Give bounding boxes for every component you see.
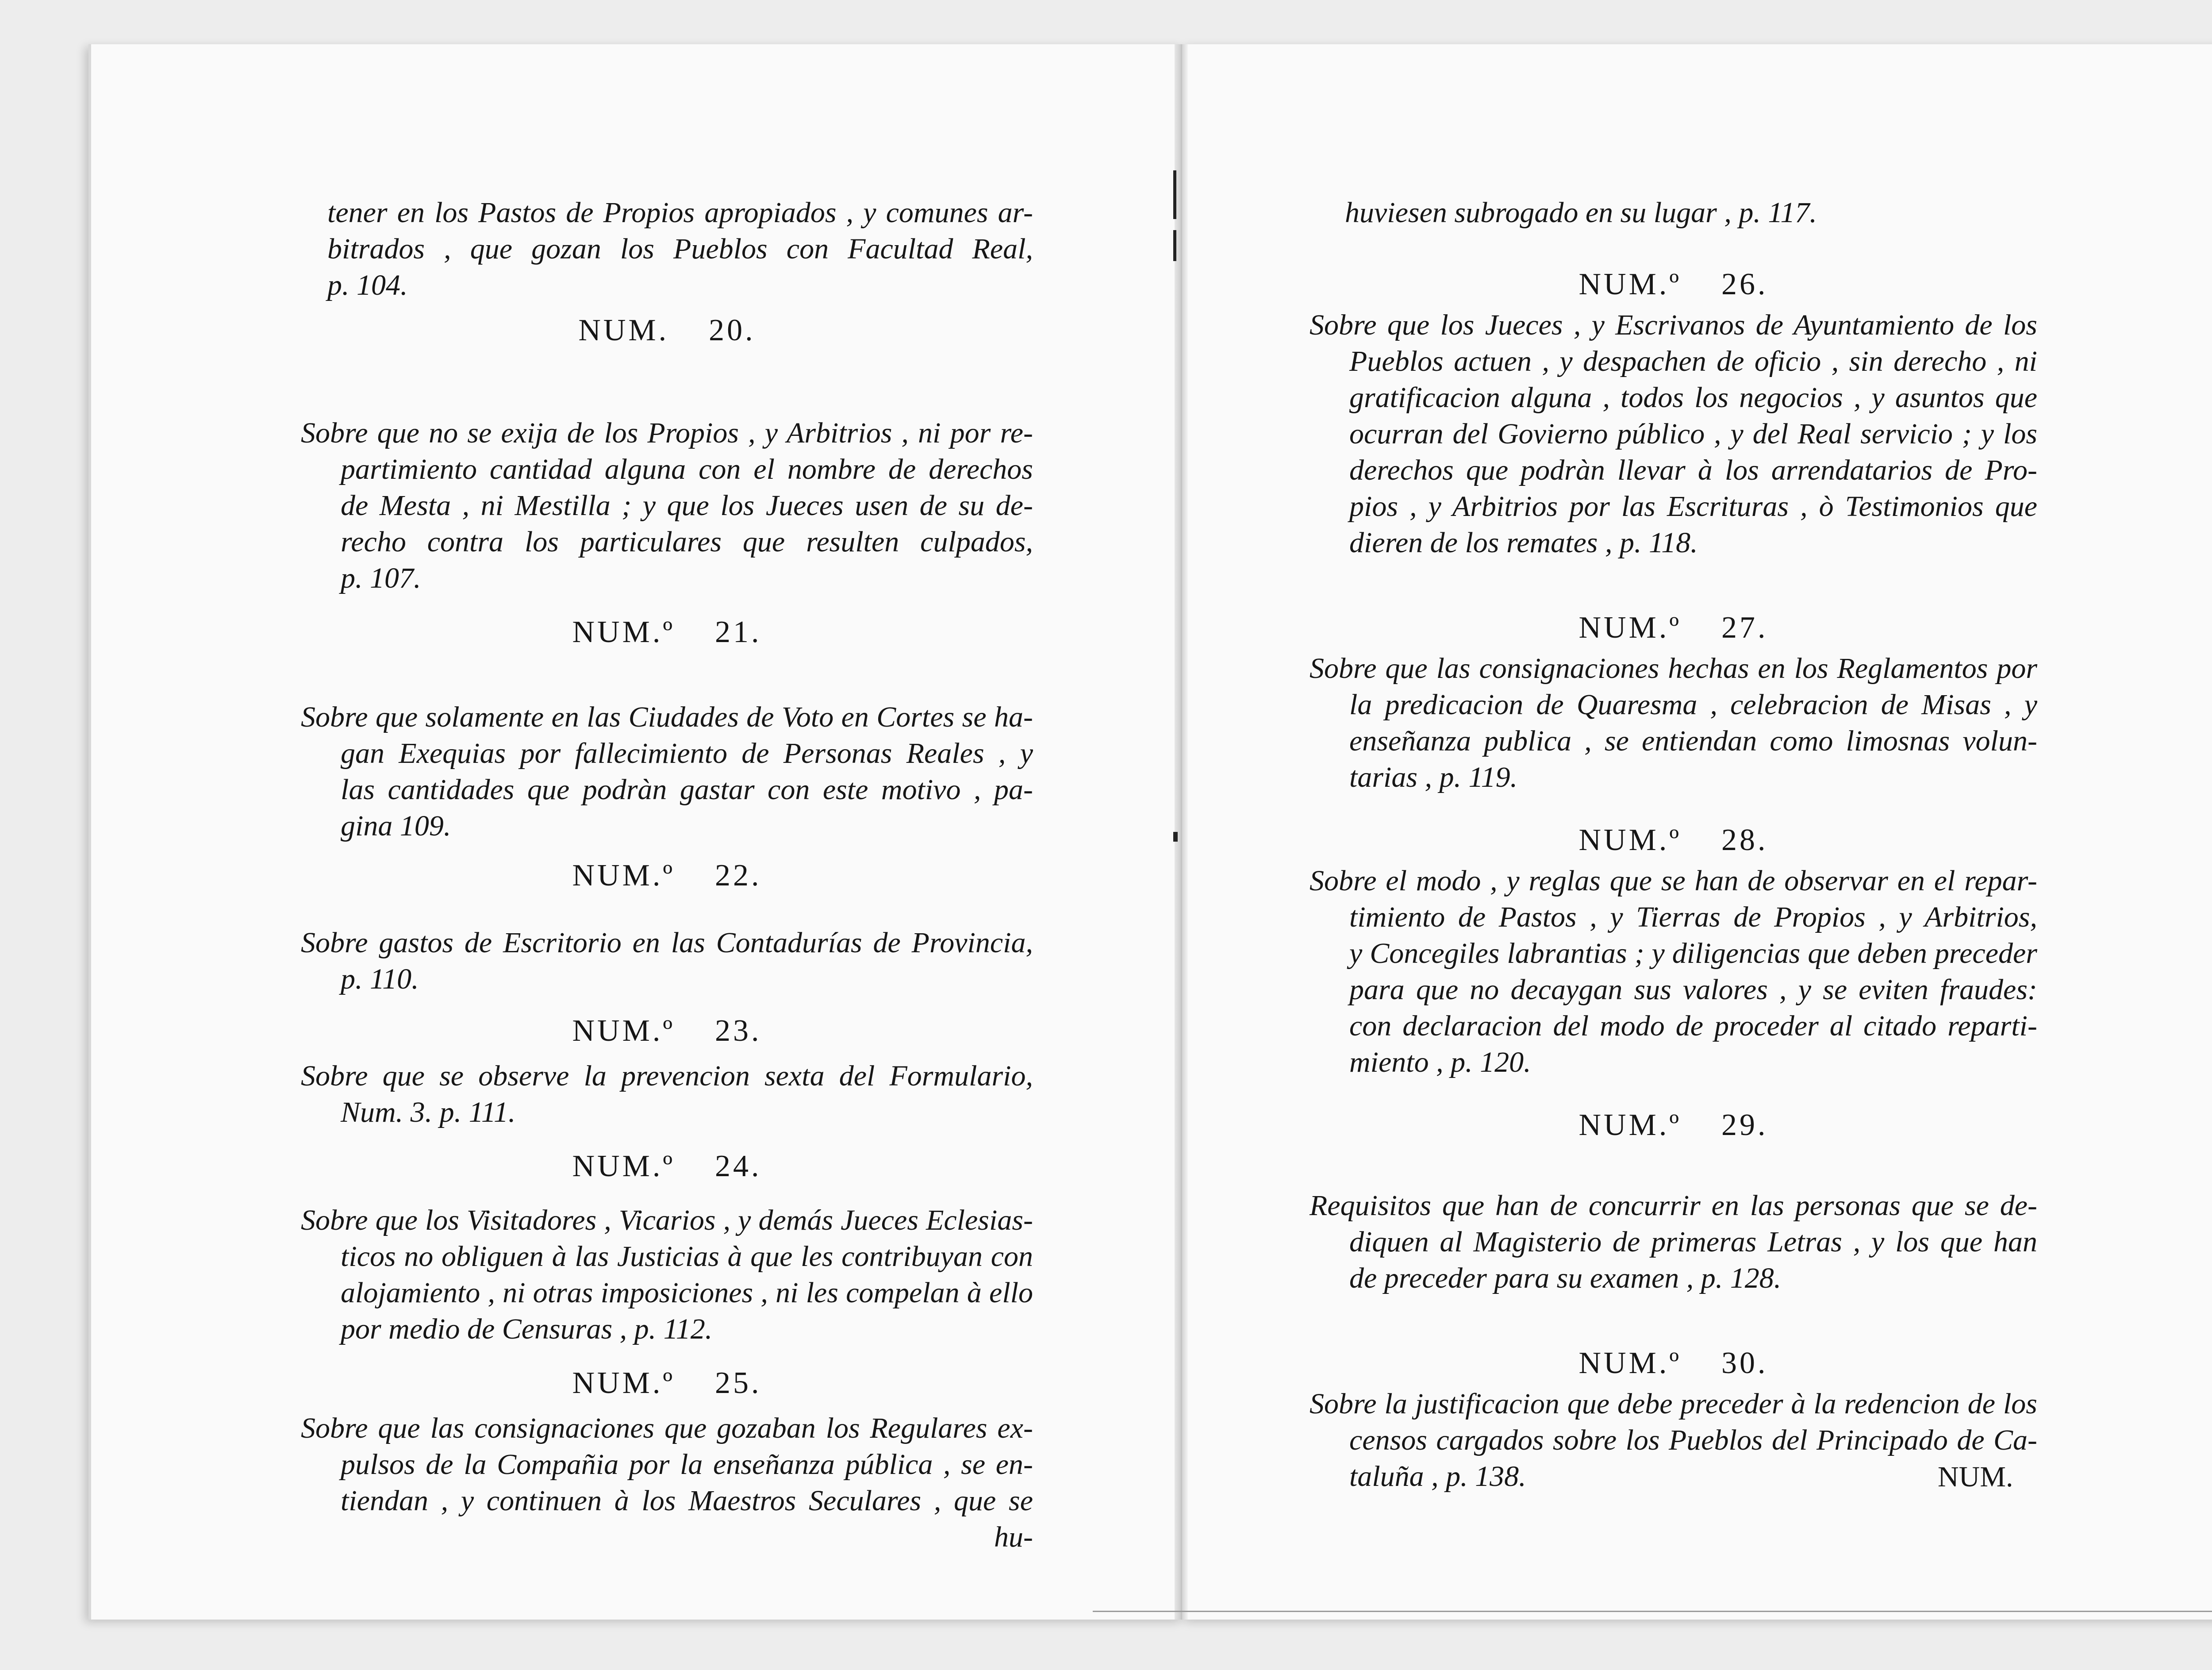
summary-entry	[301, 1058, 1033, 1131]
text-line: la predicacion de Quaresma , celebracion de Misas , y	[1349, 689, 2037, 721]
heading-number: 24.	[715, 1149, 762, 1183]
text-line: Num. 3. p. 111.	[341, 1096, 516, 1128]
heading-label: NUM.º	[572, 1014, 676, 1048]
section-heading	[1310, 1345, 2037, 1381]
section-heading	[301, 858, 1033, 894]
summary-entry	[1310, 307, 2037, 561]
summary-entry	[1310, 650, 2037, 796]
text-line: Sobre que los Visitadores , Vicarios , y demás Jueces Eclesias-	[301, 1204, 1033, 1236]
section-heading	[1310, 1107, 2037, 1143]
right-page-text	[1310, 195, 2037, 1495]
text-line: ticos no obliguen à las Justicias à que les contribuyan con	[341, 1240, 1033, 1273]
section-heading	[1310, 822, 2037, 858]
text-line: huviesen subrogado en su lugar , p. 117.	[1345, 196, 1817, 229]
text-line: Sobre que se observe la prevencion sexta del Formulario,	[301, 1060, 1033, 1092]
text-line: enseñanza publica , se entiendan como limosnas volun-	[1349, 725, 2037, 757]
text-line: tiendan , y continuen à los Maestros Seculares , que se	[341, 1485, 1033, 1517]
text-line: Sobre que no se exija de los Propios , y Arbitrios , ni por re-	[301, 417, 1033, 449]
heading-label: NUM.º	[572, 1149, 676, 1183]
text-line: tarias , p. 119.	[1349, 761, 1518, 793]
text-line: para que no decaygan sus valores , y se eviten fraudes:	[1349, 974, 2037, 1006]
heading-number: 29.	[1721, 1108, 1768, 1142]
text-line: recho contra los particulares que resulten culpados,	[341, 526, 1033, 558]
text-line: diquen al Magisterio de primeras Letras , y los que han	[1349, 1226, 2037, 1258]
text-line: con declaracion del modo de proceder al citado reparti-	[1349, 1010, 2037, 1042]
text-line: censos cargados sobre los Pueblos del Principado de Ca-	[1349, 1424, 2037, 1456]
gutter-mark	[1173, 170, 1176, 219]
section-heading	[301, 1013, 1033, 1049]
text-line: dieren de los remates , p. 118.	[1349, 527, 1698, 559]
text-line: Sobre que las consignaciones que gozaban los Regulares ex-	[301, 1412, 1033, 1444]
heading-label: NUM.º	[572, 858, 676, 893]
text-line: gan Exequias por fallecimiento de Personas Reales , y	[341, 737, 1033, 770]
summary-entry	[301, 1202, 1033, 1347]
text-line: Sobre gastos de Escritorio en las Contadurías de Provincia,	[301, 927, 1033, 959]
summary-entry	[1310, 195, 2037, 231]
text-line: las cantidades que podràn gastar con este motivo , pa-	[341, 773, 1033, 806]
left-page-text	[301, 195, 1033, 1555]
heading-number: 20.	[709, 313, 756, 347]
heading-label: NUM.º	[572, 1366, 676, 1400]
section-heading	[301, 1365, 1033, 1401]
summary-entry	[301, 925, 1033, 997]
text-line: Sobre que solamente en las Ciudades de Voto en Cortes se ha-	[301, 701, 1033, 733]
text-line: Requisitos que han de concurrir en las personas que se de-	[1310, 1189, 2037, 1222]
heading-label: NUM.º	[1578, 267, 1682, 301]
summary-entry	[1310, 863, 2037, 1081]
heading-label: NUM.º	[572, 615, 676, 649]
heading-label: NUM.º	[1578, 1346, 1682, 1380]
heading-number: 23.	[715, 1014, 762, 1048]
heading-label: NUM.º	[1578, 611, 1682, 645]
heading-number: 30.	[1721, 1346, 1768, 1380]
text-line: taluña , p. 138.	[1349, 1460, 1526, 1493]
text-line: Sobre la justificacion que debe preceder à la redencion de los	[1310, 1388, 2037, 1420]
summary-entry	[301, 699, 1033, 844]
gutter-mark	[1173, 230, 1176, 261]
text-line: p. 107.	[341, 562, 421, 594]
text-line: pulsos de la Compañia por la enseñanza pública , se en-	[341, 1448, 1033, 1481]
text-line: de Mesta , ni Mestilla ; y que los Jueces usen de su de-	[341, 489, 1033, 522]
text-line: de preceder para su examen , p. 128.	[1349, 1262, 1782, 1294]
summary-entry	[301, 415, 1033, 596]
text-line: bitrados , que gozan los Pueblos con Facultad Real,	[327, 233, 1033, 265]
text-line: Pueblos actuen , y despachen de oficio , sin derecho , ni	[1349, 345, 2037, 377]
summary-entry	[1310, 1188, 2037, 1297]
heading-label: NUM.º	[1578, 823, 1682, 857]
text-line: y Concegiles labrantias ; y diligencias que deben preceder	[1349, 937, 2037, 970]
section-heading	[1310, 266, 2037, 303]
heading-number: 28.	[1721, 823, 1768, 857]
heading-number: 25.	[715, 1366, 762, 1400]
heading-label: NUM.º	[1578, 1108, 1682, 1142]
text-line: hu-	[994, 1521, 1033, 1553]
heading-label: NUM.	[578, 313, 669, 347]
text-line: por medio de Censuras , p. 112.	[341, 1313, 713, 1345]
text-line: derechos que podràn llevar à los arrendatarios de Pro-	[1349, 454, 2037, 486]
gutter-mark	[1173, 832, 1178, 842]
text-line: alojamiento , ni otras imposiciones , ni les compelan à ello	[341, 1277, 1033, 1309]
catchword: NUM.	[1938, 1461, 2013, 1493]
text-line: Sobre que las consignaciones hechas en los Reglamentos por	[1310, 652, 2037, 685]
text-line: timiento de Pastos , y Tierras de Propios , y Arbitrios,	[1349, 901, 2037, 933]
text-line: gina 109.	[341, 810, 451, 842]
summary-entry	[1310, 1386, 2037, 1495]
text-line: p. 110.	[341, 963, 419, 995]
page-bottom-edge	[1093, 1611, 2212, 1612]
text-line: Sobre que los Jueces , y Escrivanos de Ayuntamiento de los	[1310, 309, 2037, 341]
text-line: p. 104.	[327, 269, 408, 301]
summary-entry	[301, 1410, 1033, 1555]
text-line: gratificacion alguna , todos los negocios , y asuntos que	[1349, 381, 2037, 414]
heading-number: 21.	[715, 615, 762, 649]
text-line: tener en los Pastos de Propios apropiados , y comunes ar-	[327, 196, 1033, 229]
section-heading	[301, 312, 1033, 349]
section-heading	[1310, 610, 2037, 646]
heading-number: 26.	[1721, 267, 1768, 301]
text-line: miento , p. 120.	[1349, 1046, 1531, 1078]
heading-number: 27.	[1721, 611, 1768, 645]
summary-entry	[301, 195, 1033, 304]
text-line: Sobre el modo , y reglas que se han de observar en el repar-	[1310, 865, 2037, 897]
text-line: ocurran del Govierno público , y del Real servicio ; y los	[1349, 418, 2037, 450]
section-heading	[301, 614, 1033, 650]
text-line: pios , y Arbitrios por las Escrituras , ò Testimonios que	[1349, 490, 2037, 523]
section-heading	[301, 1148, 1033, 1185]
heading-number: 22.	[715, 858, 762, 893]
text-line: partimiento cantidad alguna con el nombre de derechos	[341, 453, 1033, 485]
